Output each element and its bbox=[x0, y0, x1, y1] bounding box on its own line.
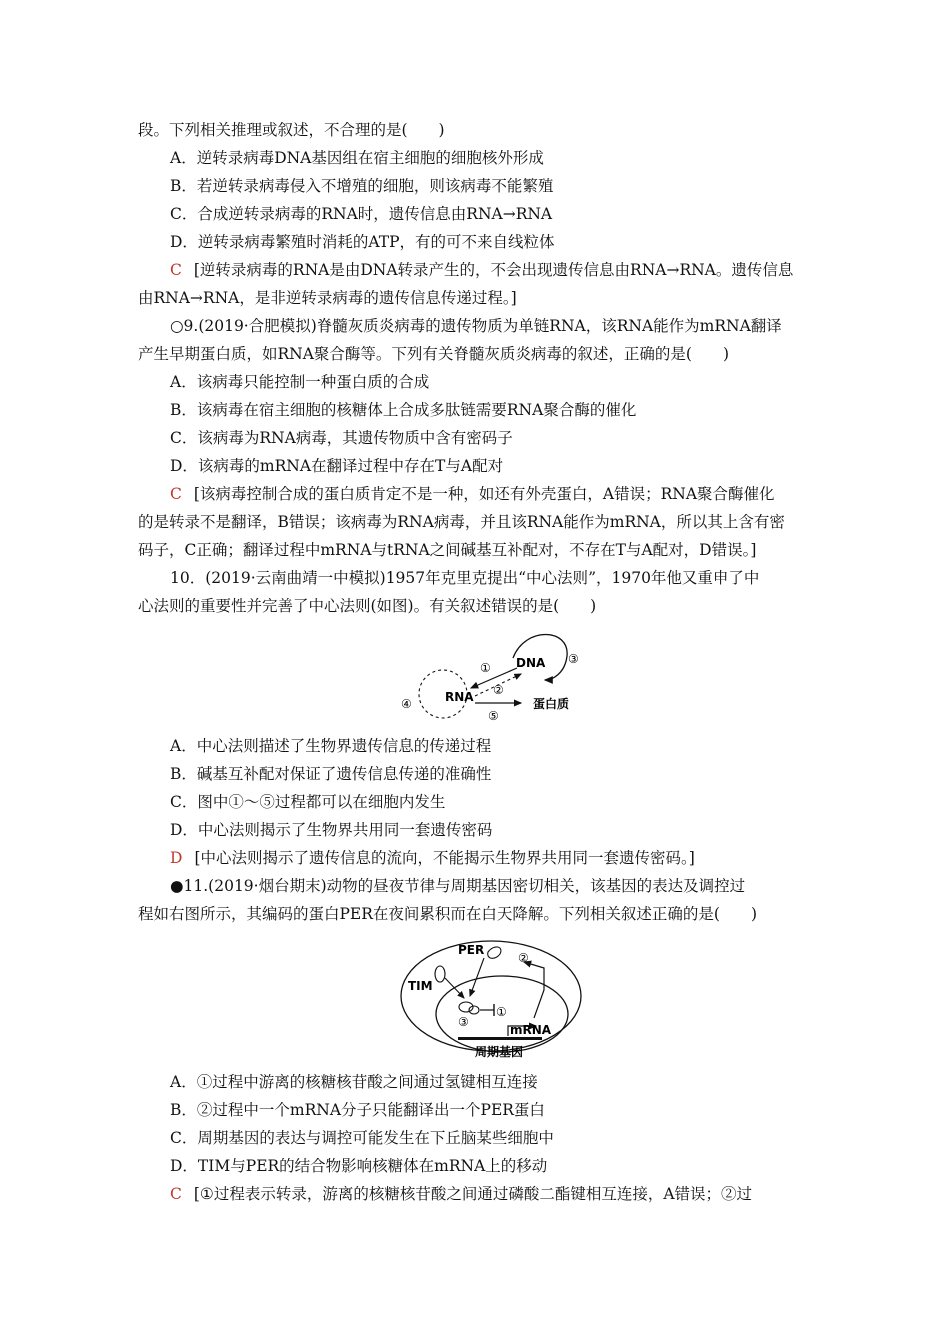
process-1-label: ① bbox=[480, 661, 491, 675]
tim-label: TIM bbox=[408, 979, 433, 993]
q8-explanation: C [逆转录病毒的RNA是由DNA转录产生的，不会出现遗传信息由RNA→RNA。遗传信息 bbox=[170, 261, 794, 279]
q10-option-b: B．碱基互补配对保证了遗传信息传递的准确性 bbox=[170, 765, 492, 783]
process-3-label: ③ bbox=[568, 652, 579, 666]
q11-stem-line2: 程如右图所示，其编码的蛋白PER在夜间累积而在白天降解。下列相关叙述正确的是( ) bbox=[138, 905, 758, 923]
process-3-label: ③ bbox=[458, 1015, 469, 1029]
q10-stem-line1: 10．(2019·云南曲靖一中模拟)1957年克里克提出“中心法则”，1970年他又重申了中 bbox=[170, 569, 760, 587]
q9-option-a: A．该病毒只能控制一种蛋白质的合成 bbox=[170, 373, 430, 391]
q9-option-c: C．该病毒为RNA病毒，其遗传物质中含有密码子 bbox=[170, 429, 513, 447]
q10-answer: D bbox=[170, 849, 183, 867]
q8-answer: C bbox=[170, 261, 182, 279]
per-tim-complex-part bbox=[469, 1006, 479, 1014]
translation-arrow bbox=[524, 962, 544, 1018]
q11-explanation: C [①过程表示转录，游离的核糖核苷酸之间通过磷酸二酯键相互连接，A错误；②过 bbox=[170, 1185, 753, 1203]
per-import-arrow bbox=[470, 958, 484, 996]
per-label: PER bbox=[458, 943, 485, 957]
q9-explanation: C [该病毒控制合成的蛋白质肯定不是一种，如还有外壳蛋白，A错误；RNA聚合酶催化 bbox=[170, 485, 775, 503]
q9-option-d: D．该病毒的mRNA在翻译过程中存在T与A配对 bbox=[170, 457, 504, 475]
dna-label: DNA bbox=[516, 656, 546, 670]
protein-label: 蛋白质 bbox=[533, 697, 570, 711]
process-2-label: ② bbox=[518, 951, 529, 965]
q11-option-b: B．②过程中一个mRNA分子只能翻译出一个PER蛋白 bbox=[170, 1101, 545, 1119]
central-dogma-diagram bbox=[395, 628, 595, 722]
process-4-label: ④ bbox=[401, 697, 412, 711]
cell-membrane bbox=[401, 941, 581, 1051]
q10-stem-line2: 心法则的重要性并完善了中心法则(如图)。有关叙述错误的是( ) bbox=[138, 597, 597, 615]
process-1-label: ① bbox=[496, 1005, 507, 1019]
q8-stem: 段。下列相关推理或叙述，不合理的是( ) bbox=[138, 121, 445, 139]
q9-stem-line1: ○9.(2019·合肥模拟)脊髓灰质炎病毒的遗传物质为单链RNA，该RNA能作为mRNA翻译 bbox=[170, 317, 782, 335]
q9-answer: C bbox=[170, 485, 182, 503]
q9-explanation-line2: 的是转录不是翻译，B错误；该病毒为RNA病毒，并且该RNA能作为mRNA，所以其上含有密 bbox=[138, 513, 785, 531]
period-gene-diagram bbox=[398, 938, 584, 1062]
rna-label: RNA bbox=[445, 690, 474, 704]
q11-option-a: A．①过程中游离的核糖核苷酸之间通过氢键相互连接 bbox=[170, 1073, 538, 1091]
q11-stem-line1: ●11.(2019·烟台期末)动物的昼夜节律与周期基因密切相关，该基因的表达及调控过 bbox=[170, 877, 746, 895]
q9-stem-line2: 产生早期蛋白质，如RNA聚合酶等。下列有关脊髓灰质炎病毒的叙述，正确的是( ) bbox=[138, 345, 730, 363]
q10-option-c: C．图中①～⑤过程都可以在细胞内发生 bbox=[170, 793, 446, 811]
q11-option-d: D．TIM与PER的结合物影响核糖体在mRNA上的移动 bbox=[170, 1157, 548, 1175]
q8-option-b: B．若逆转录病毒侵入不增殖的细胞，则该病毒不能繁殖 bbox=[170, 177, 554, 195]
q8-option-d: D．逆转录病毒繁殖时消耗的ATP，有的可不来自线粒体 bbox=[170, 233, 555, 251]
mrna-label: mRNA bbox=[510, 1023, 552, 1037]
process-2-label: ② bbox=[493, 683, 504, 697]
q10-explanation: D [中心法则揭示了遗传信息的流向，不能揭示生物界共用同一套遗传密码。] bbox=[170, 849, 695, 867]
tim-protein-shape bbox=[435, 966, 445, 982]
q8-option-c: C．合成逆转录病毒的RNA时，遗传信息由RNA→RNA bbox=[170, 205, 553, 223]
tim-import-arrow bbox=[445, 978, 464, 998]
q11-option-c: C．周期基因的表达与调控可能发生在下丘脑某些细胞中 bbox=[170, 1129, 554, 1147]
q8-explanation-line2: 由RNA→RNA，是非逆转录病毒的遗传信息传递过程。] bbox=[138, 289, 517, 307]
period-gene-label: 周期基因 bbox=[475, 1045, 524, 1059]
q10-option-d: D．中心法则揭示了生物界共用同一套遗传密码 bbox=[170, 821, 493, 839]
q9-explanation-line3: 码子，C正确；翻译过程中mRNA与tRNA之间碱基互补配对，不存在T与A配对，D错误。] bbox=[138, 541, 757, 559]
q9-option-b: B．该病毒在宿主细胞的核糖体上合成多肽链需要RNA聚合酶的催化 bbox=[170, 401, 637, 419]
q10-option-a: A．中心法则描述了生物界遗传信息的传递过程 bbox=[170, 737, 492, 755]
per-protein-shape bbox=[488, 947, 501, 958]
process-5-label: ⑤ bbox=[488, 709, 499, 722]
gene-bar bbox=[458, 1037, 542, 1040]
q11-answer: C bbox=[170, 1185, 182, 1203]
q8-option-a: A．逆转录病毒DNA基因组在宿主细胞的细胞核外形成 bbox=[170, 149, 544, 167]
